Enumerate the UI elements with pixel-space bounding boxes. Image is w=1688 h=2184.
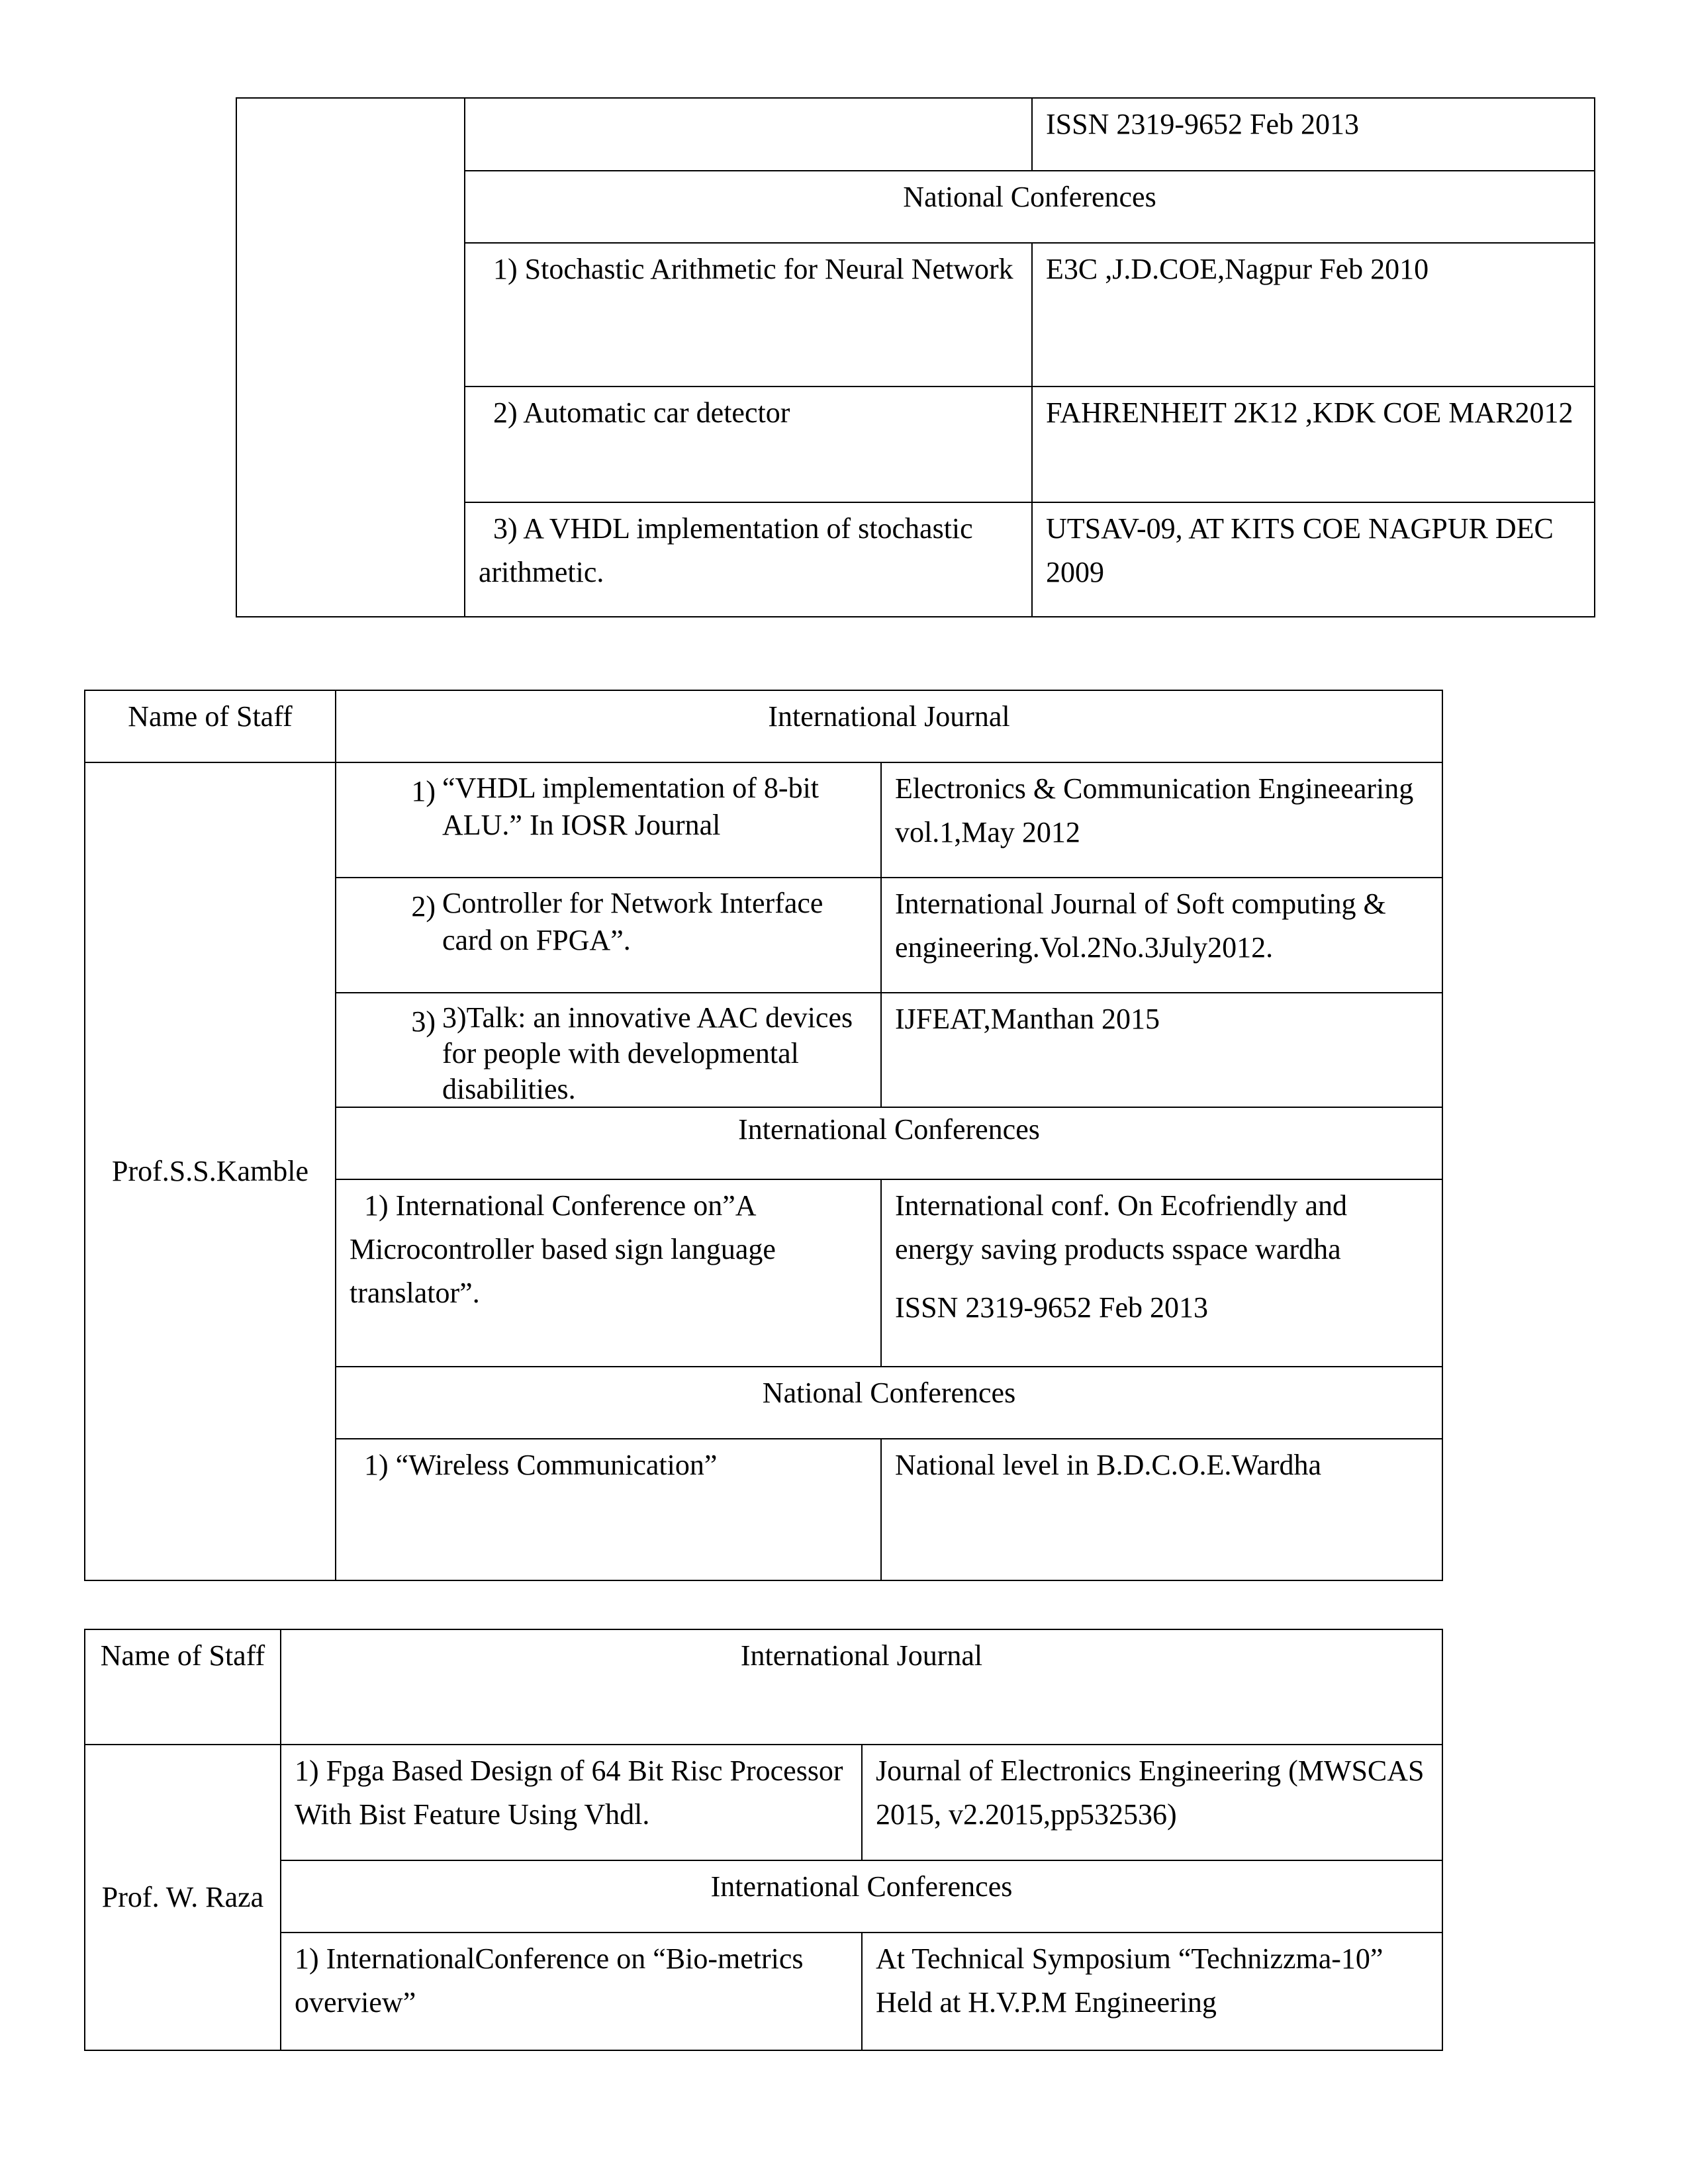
table-row [880, 877, 1443, 993]
staff-name: Prof. W. Raza [101, 1881, 264, 1913]
paper-venue: National level in B.D.C.O.E.Wardha [895, 1449, 1322, 1481]
paper-venue: International Journal of Soft computing & engineering.Vol.2No.3July2012. [895, 887, 1386, 964]
name-of-staff-header [84, 690, 336, 763]
international-journal-header-text: International Journal [740, 1639, 983, 1672]
paper-title: 2) Automatic car detector [479, 396, 790, 429]
paper-title: 1) International Conference on”A Microcontroller based sign language translator”. [350, 1189, 783, 1309]
name-of-staff-header-text: Name of Staff [100, 1639, 265, 1672]
national-conferences-heading-text: National Conferences [903, 181, 1156, 213]
staff-name: Prof.S.S.Kamble [112, 1155, 308, 1187]
table-row [335, 1438, 882, 1581]
item-number: 1) [411, 775, 436, 807]
table-row [335, 762, 882, 878]
table-row [1031, 502, 1595, 617]
paper-title: “VHDL implementation of 8-bit ALU.” In IOSR Journal [442, 772, 820, 841]
national-conferences-heading-text: National Conferences [762, 1377, 1016, 1409]
table-row [880, 992, 1443, 1108]
table-row [880, 1438, 1443, 1581]
paper-title: 1) Stochastic Arithmetic for Neural Network [479, 253, 1013, 285]
staff-name-cell [84, 762, 336, 1581]
paper-venue: E3C ,J.D.COE,Nagpur Feb 2010 [1046, 253, 1429, 285]
international-journal-header [335, 690, 1443, 763]
table-row [335, 877, 882, 993]
paper-venue: Journal of Electronics Engineering (MWSCAS 2015, v2.2015,pp532536) [876, 1754, 1425, 1831]
paper-venue: At Technical Symposium “Technizzma-10” Held at H.V.P.M Engineering [876, 1942, 1383, 2019]
item-number: 2) [411, 890, 436, 923]
issn-cell [1031, 97, 1595, 171]
national-conferences-heading [335, 1366, 1443, 1439]
table-row [464, 386, 1033, 503]
international-conferences-heading [280, 1860, 1443, 1933]
table-row [464, 502, 1033, 617]
paper-title: 3)Talk: an innovative AAC devices for people with developmental disabilities. [442, 1001, 853, 1105]
table-row [880, 1179, 1443, 1367]
paper-venue: International conf. On Ecofriendly and energy saving products sspace wardha [895, 1189, 1347, 1265]
paper-title: Controller for Network Interface card on FPGA”. [442, 887, 823, 956]
paper-venue: IJFEAT,Manthan 2015 [895, 1003, 1160, 1035]
table-row [880, 762, 1443, 878]
staff-name-cell [84, 1744, 281, 2051]
table-row [335, 992, 882, 1108]
paper-venue: Electronics & Communication Engineearing vol.1,May 2012 [895, 772, 1414, 848]
international-journal-header-text: International Journal [768, 700, 1010, 733]
table-row [464, 242, 1033, 387]
paper-title: 1) InternationalConference on “Bio-metrics overview” [295, 1942, 804, 2019]
item-number: 3) [411, 1005, 436, 1038]
national-conferences-heading [464, 170, 1595, 244]
table-top-empty-title-cell [464, 97, 1033, 171]
paper-title: 1) Fpga Based Design of 64 Bit Risc Processor With Bist Feature Using Vhdl. [295, 1754, 843, 1831]
international-conferences-heading-text: International Conferences [710, 1870, 1013, 1903]
international-journal-header [280, 1629, 1443, 1745]
table-row [1031, 386, 1595, 503]
international-conferences-heading [335, 1107, 1443, 1180]
paper-title: 3) A VHDL implementation of stochastic arithmetic. [479, 512, 980, 588]
paper-venue: UTSAV-09, AT KITS COE NAGPUR DEC 2009 [1046, 512, 1554, 588]
table-row [861, 1932, 1443, 2051]
name-of-staff-header [84, 1629, 281, 1745]
table-row [335, 1179, 882, 1367]
international-conferences-heading-text: International Conferences [738, 1113, 1040, 1146]
issn-text: ISSN 2319-9652 Feb 2013 [1046, 108, 1360, 140]
name-of-staff-header-text: Name of Staff [128, 700, 293, 733]
table-row [1031, 242, 1595, 387]
table-row [280, 1932, 863, 2051]
table-row [280, 1744, 863, 1861]
table-top-name-cell [236, 97, 465, 617]
paper-venue: FAHRENHEIT 2K12 ,KDK COE MAR2012 [1046, 396, 1573, 429]
paper-title: 1) “Wireless Communication” [350, 1449, 718, 1481]
paper-venue-issn: ISSN 2319-9652 Feb 2013 [895, 1291, 1209, 1324]
table-row [861, 1744, 1443, 1861]
